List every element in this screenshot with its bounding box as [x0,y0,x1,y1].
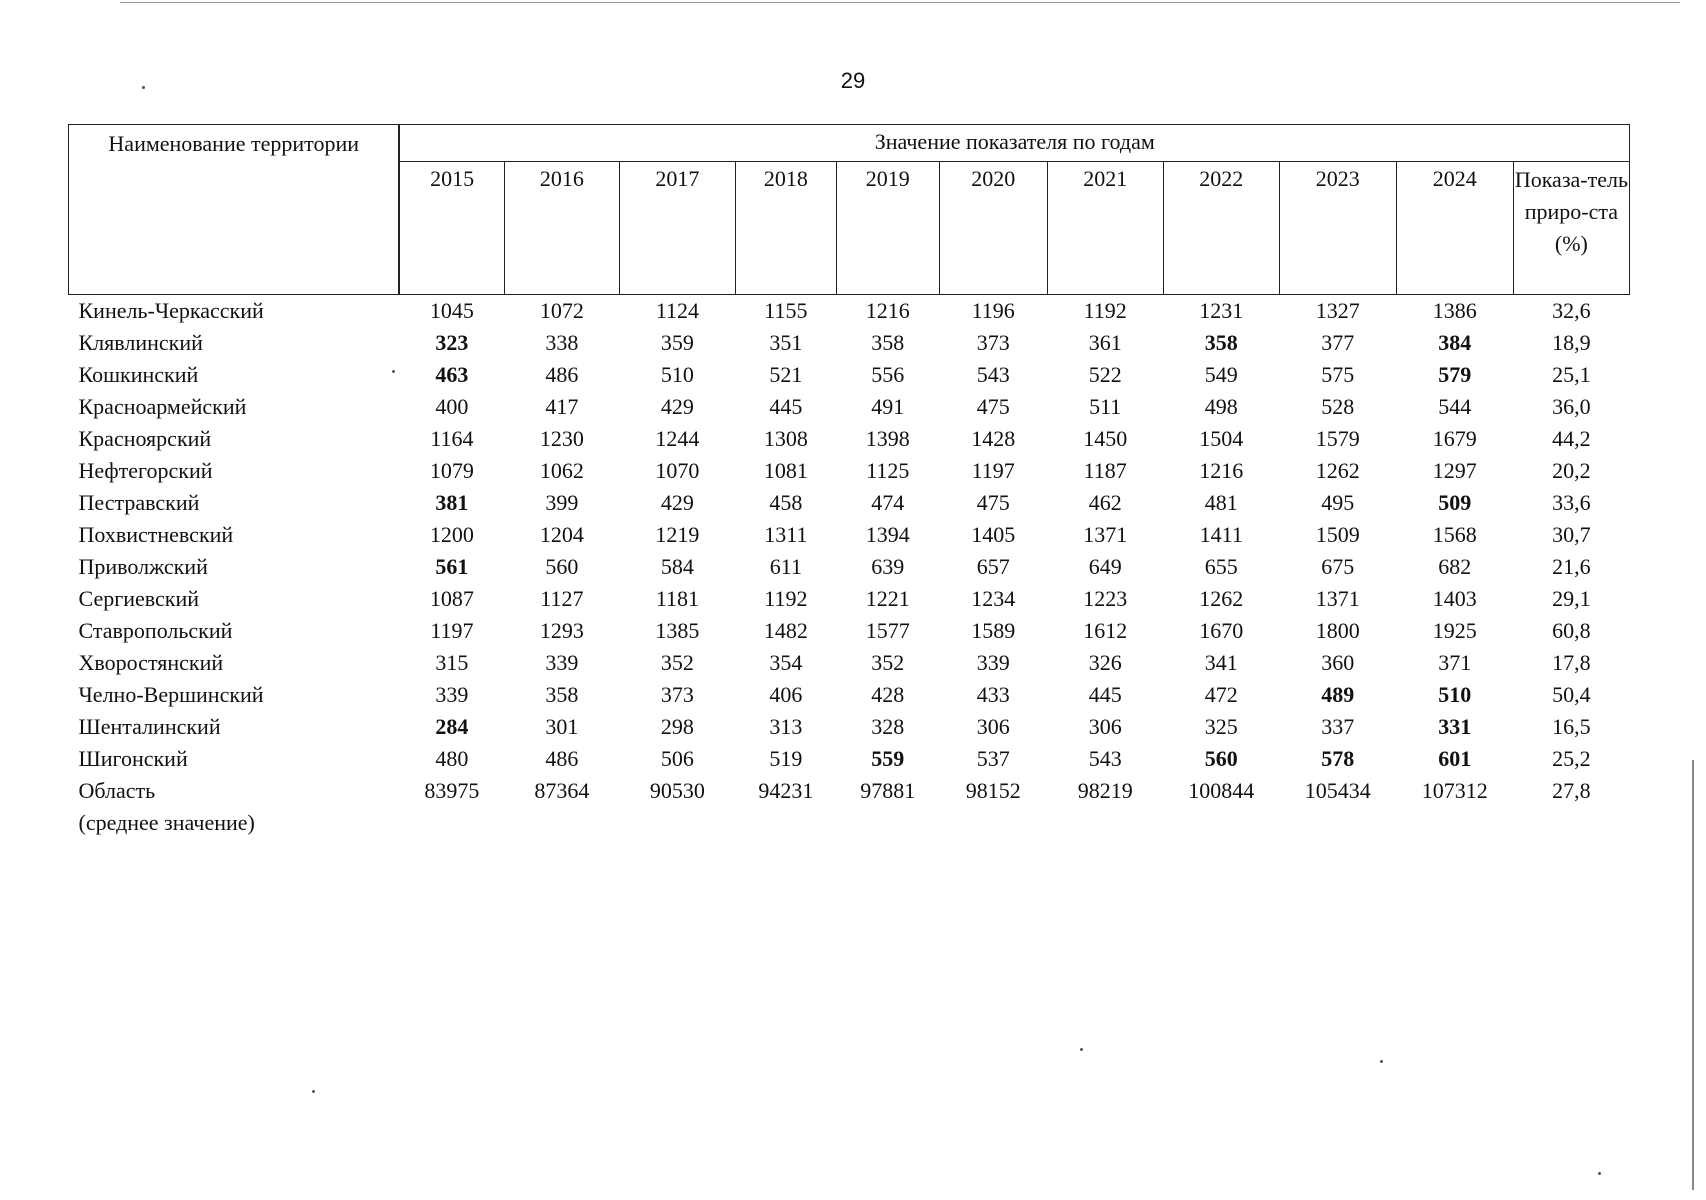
territory-name-text: Ставропольский [78,618,233,643]
year-value: 486 [545,362,579,387]
year-value: 1394 [865,522,910,547]
year-value: 97881 [860,778,916,803]
year-value: 475 [976,490,1010,515]
territory-name-text: Сергиевский [78,586,200,611]
year-value: 1371 [1315,586,1360,611]
territory-name [69,391,400,423]
table-body [69,295,1630,840]
year-value: 1398 [865,426,910,451]
year-value: 1219 [655,522,700,547]
table-row [69,679,1630,711]
year-value: 1244 [655,426,700,451]
year-value: 433 [976,682,1010,707]
year-value: 510 [660,362,694,387]
year-value: 1087 [429,586,474,611]
year-value: 1589 [971,618,1016,643]
year-value: 98152 [965,778,1021,803]
year-value: 315 [435,650,469,675]
year-value: 511 [1089,394,1122,419]
year-value: 1386 [1432,298,1477,323]
growth-value: 25,2 [1552,746,1591,771]
growth-value: 60,8 [1552,618,1591,643]
year-value: 284 [435,714,469,739]
year-value: 352 [871,650,905,675]
territory-column-header: Наименование территории [69,125,400,295]
year-value: 87364 [534,778,590,803]
year-value: 328 [871,714,905,739]
year-value: 1230 [539,426,584,451]
year-value: 559 [871,746,905,771]
year-value: 428 [871,682,905,707]
territory-name-text: Кинель-Черкасский [78,298,264,323]
year-value: 1124 [655,298,700,323]
scan-edge-top [120,2,1680,3]
growth-value: 29,1 [1552,586,1591,611]
year-value: 1482 [763,618,808,643]
year-value: 1125 [866,458,910,483]
year-value: 472 [1204,682,1238,707]
year-value: 298 [660,714,694,739]
growth-column-header: Показа-тель приро-ста (%) [1513,162,1629,295]
year-value: 1262 [1315,458,1360,483]
year-value: 579 [1438,362,1472,387]
year-value: 325 [1204,714,1238,739]
growth-value: 18,9 [1552,330,1591,355]
year-value: 1800 [1315,618,1360,643]
table-row [69,359,1630,391]
year-header: 2022 [1163,162,1279,295]
year-value: 657 [976,554,1010,579]
territory-name [69,487,400,519]
year-value: 1187 [1083,458,1127,483]
year-value: 83975 [424,778,480,803]
total-note: (среднее значение) [78,810,255,835]
scan-speck [312,1090,315,1093]
year-value: 474 [871,490,905,515]
year-value: 556 [871,362,905,387]
year-value: 578 [1321,746,1355,771]
year-value: 417 [545,394,579,419]
year-value: 655 [1204,554,1238,579]
year-value: 1579 [1315,426,1360,451]
year-value: 1221 [865,586,910,611]
year-value: 1062 [539,458,584,483]
scan-speck [1080,1048,1083,1051]
year-value: 1428 [971,426,1016,451]
year-value: 1192 [1083,298,1127,323]
year-value: 429 [660,394,694,419]
territory-name-text: Область [78,778,156,803]
year-header: 2019 [836,162,939,295]
year-value: 498 [1204,394,1238,419]
year-value: 354 [769,650,803,675]
year-value: 359 [660,330,694,355]
year-value: 1403 [1432,586,1477,611]
year-value: 358 [871,330,905,355]
year-value: 1568 [1432,522,1477,547]
year-header: 2021 [1047,162,1163,295]
year-value: 90530 [649,778,705,803]
year-value: 98219 [1077,778,1133,803]
year-value: 100844 [1188,778,1255,803]
year-value: 352 [660,650,694,675]
territory-name [69,647,400,679]
year-value: 611 [769,554,802,579]
territory-name [69,423,400,455]
growth-value: 30,7 [1552,522,1591,547]
year-value: 339 [435,682,469,707]
year-value: 358 [1204,330,1238,355]
year-value: 1679 [1432,426,1477,451]
scan-speck [1380,1060,1383,1063]
territory-name-text: Шигонский [78,746,188,771]
year-value: 458 [769,490,803,515]
year-value: 94231 [758,778,814,803]
year-header: 2018 [735,162,836,295]
page-number: 29 [840,68,866,93]
year-value: 1081 [763,458,808,483]
table-row [69,423,1630,455]
year-value: 358 [545,682,579,707]
territory-name [69,295,400,328]
year-value: 301 [545,714,579,739]
year-value: 543 [1088,746,1122,771]
growth-value: 17,8 [1552,650,1591,675]
year-value: 373 [660,682,694,707]
year-value: 337 [1321,714,1355,739]
year-value: 381 [435,490,469,515]
year-header: 2015 [399,162,504,295]
territory-name [69,615,400,647]
table-row [69,583,1630,615]
year-value: 584 [660,554,694,579]
year-value: 377 [1321,330,1355,355]
territory-name-text: Красноярский [78,426,212,451]
territory-name [69,711,400,743]
year-value: 1670 [1199,618,1244,643]
growth-value: 27,8 [1552,778,1591,803]
year-value: 1450 [1083,426,1128,451]
year-value: 522 [1088,362,1122,387]
year-value: 1385 [655,618,700,643]
year-value: 1297 [1432,458,1477,483]
territory-name [69,743,400,775]
growth-value: 36,0 [1552,394,1591,419]
territory-name-text: Приволжский [78,554,208,579]
year-value: 601 [1438,746,1472,771]
year-value: 1204 [539,522,584,547]
year-value: 1192 [764,586,808,611]
year-value: 323 [435,330,469,355]
year-value: 549 [1204,362,1238,387]
year-value: 306 [976,714,1010,739]
table-row [69,391,1630,423]
year-value: 1216 [1199,458,1244,483]
year-value: 1371 [1083,522,1128,547]
year-value: 1231 [1199,298,1244,323]
year-value: 339 [545,650,579,675]
year-value: 1164 [430,426,474,451]
year-value: 510 [1438,682,1472,707]
year-value: 1308 [763,426,808,451]
year-value: 384 [1438,330,1472,355]
table-row [69,295,1630,328]
year-value: 1197 [430,618,474,643]
year-value: 544 [1438,394,1472,419]
table-row [69,487,1630,519]
growth-value: 32,6 [1552,298,1591,323]
year-header: 2020 [939,162,1047,295]
year-value: 306 [1088,714,1122,739]
table-row [69,455,1630,487]
territory-name [69,519,400,551]
table-row [69,647,1630,679]
year-value: 463 [435,362,469,387]
territory-name [69,679,400,711]
year-value: 1293 [539,618,584,643]
table-row [69,711,1630,743]
year-value: 445 [1088,682,1122,707]
growth-value: 44,2 [1552,426,1591,451]
year-value: 519 [769,746,803,771]
scan-speck [392,370,395,373]
year-value: 560 [1204,746,1238,771]
year-value: 561 [435,554,469,579]
year-value: 341 [1204,650,1238,675]
year-value: 1311 [764,522,808,547]
year-value: 537 [976,746,1010,771]
year-value: 486 [545,746,579,771]
year-value: 675 [1321,554,1355,579]
year-header: 2016 [504,162,619,295]
data-table [68,124,1630,839]
year-value: 475 [976,394,1010,419]
year-value: 506 [660,746,694,771]
year-value: 406 [769,682,803,707]
year-value: 682 [1438,554,1472,579]
year-value: 560 [545,554,579,579]
growth-value: 33,6 [1552,490,1591,515]
scan-speck [142,86,145,89]
growth-value: 16,5 [1552,714,1591,739]
year-value: 107312 [1421,778,1488,803]
growth-value: 21,6 [1552,554,1591,579]
year-value: 361 [1088,330,1122,355]
year-value: 1925 [1432,618,1477,643]
year-value: 1197 [971,458,1015,483]
year-header: 2024 [1396,162,1513,295]
year-value: 331 [1438,714,1472,739]
year-value: 481 [1204,490,1238,515]
year-value: 326 [1088,650,1122,675]
table-row [69,327,1630,359]
year-value: 1045 [429,298,474,323]
year-value: 338 [545,330,579,355]
growth-value: 20,2 [1552,458,1591,483]
growth-value: 25,1 [1552,362,1591,387]
year-value: 313 [769,714,803,739]
territory-name-text: Красноармейский [78,394,247,419]
year-value: 543 [976,362,1010,387]
year-value: 489 [1321,682,1355,707]
year-value: 360 [1321,650,1355,675]
year-value: 1327 [1315,298,1360,323]
year-value: 105434 [1304,778,1371,803]
year-value: 399 [545,490,579,515]
territory-name-text: Кошкинский [78,362,199,387]
year-header: 2017 [619,162,735,295]
year-value: 1223 [1083,586,1128,611]
territory-name-text: Пестравский [78,490,200,515]
year-value: 462 [1088,490,1122,515]
year-value: 528 [1321,394,1355,419]
year-value: 480 [435,746,469,771]
year-value: 1509 [1315,522,1360,547]
year-value: 1070 [655,458,700,483]
year-value: 445 [769,394,803,419]
year-value: 1411 [1199,522,1243,547]
year-value: 339 [976,650,1010,675]
year-value: 1405 [971,522,1016,547]
year-value: 373 [976,330,1010,355]
year-value: 495 [1321,490,1355,515]
year-value: 1577 [865,618,910,643]
table-row [69,615,1630,647]
table-row [69,743,1630,775]
year-value: 1127 [540,586,584,611]
year-value: 429 [660,490,694,515]
year-value: 1234 [971,586,1016,611]
year-value: 575 [1321,362,1355,387]
year-value: 1181 [655,586,700,611]
year-value: 521 [769,362,803,387]
year-value: 509 [1438,490,1472,515]
territory-name [69,327,400,359]
year-value: 1262 [1199,586,1244,611]
year-value: 1072 [539,298,584,323]
territory-name [69,583,400,615]
year-value: 1612 [1083,618,1128,643]
year-value: 351 [769,330,803,355]
year-value: 1200 [429,522,474,547]
year-value: 649 [1088,554,1122,579]
years-group-header: Значение показателя по годам [399,125,1629,162]
growth-value: 50,4 [1552,682,1591,707]
table-row [69,519,1630,551]
year-value: 1155 [764,298,808,323]
year-value: 1079 [429,458,474,483]
year-value: 1196 [971,298,1015,323]
year-value: 491 [871,394,905,419]
table-header [69,125,1630,295]
territory-name-text: Нефтегорский [78,458,213,483]
territory-name [69,455,400,487]
year-value: 371 [1438,650,1472,675]
table-row [69,551,1630,583]
year-value: 1504 [1199,426,1244,451]
territory-name-text: Шенталинский [78,714,221,739]
territory-name-text: Похвистневский [78,522,234,547]
territory-name-text: Хворостянский [78,650,224,675]
year-value: 400 [435,394,469,419]
territory-name [69,551,400,583]
scan-speck [1598,1172,1601,1175]
territory-name-text: Клявлинский [78,330,203,355]
total-row [69,775,1630,839]
territory-name [69,359,400,391]
territory-name [69,775,400,839]
scan-edge-right [1692,760,1694,1190]
year-header: 2023 [1279,162,1396,295]
territory-name-text: Челно-Вершинский [78,682,264,707]
year-value: 639 [871,554,905,579]
year-value: 1216 [865,298,910,323]
